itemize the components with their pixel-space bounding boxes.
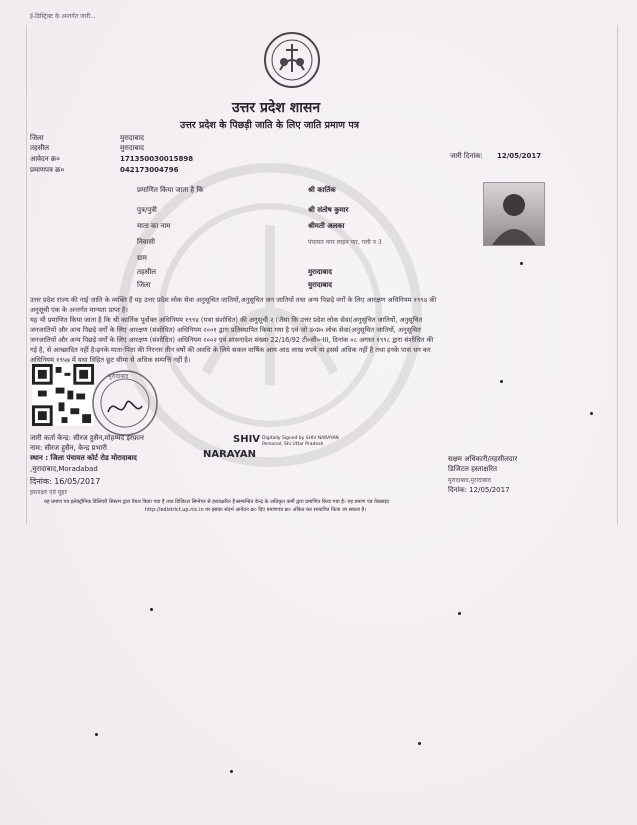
digital-sign-name-1: SHIV bbox=[233, 434, 261, 445]
certificate-label: प्रमाणपत्र क्र० bbox=[30, 166, 65, 174]
issuer-center: जारी कर्ता केन्द्र: सीरज हुसैन,मोहम्मद इरफ़ान bbox=[30, 434, 144, 442]
issue-date-value: 12/05/2017 bbox=[497, 152, 542, 160]
digital-sign-name-2: NARAYAN bbox=[203, 449, 256, 460]
certificate-number: 042173004796 bbox=[120, 166, 179, 174]
body-line-5: जनजातियों और अन्य पिछड़े वर्गों के लिए आरक्षण (संशोधित) अधिनियम २००२ एवं शासनादेश संख्या 22/16/92 टी०सी०-III, दिनांक ०८ अगस्त १९९८ द्वारा संशोधित की bbox=[30, 336, 434, 344]
scan-dot bbox=[458, 612, 461, 615]
officer-place: मुरादाबाद,मुरादाबाद bbox=[448, 477, 491, 484]
tehsil-label: तहसील bbox=[30, 144, 49, 152]
village-label: ग्राम bbox=[137, 254, 147, 262]
gov-title: उत्तर प्रदेश शासन bbox=[232, 100, 321, 116]
issuer-city: ,मुरादाबाद,Moradabad bbox=[30, 465, 98, 473]
body-line-3: यह भी प्रमाणित किया जाता है कि श्री कार्तिक पूर्वोक्त अधिनियम १९९४ (यथा संशोधित) की अनुसूची २ (जैसा कि उत्तर प्रदेश लोक सेवा(अनुसूचित जातियों, अनुसूचित bbox=[30, 316, 423, 324]
application-number: 171350030015898 bbox=[120, 155, 194, 163]
detail-district-value: मुरादाबाद bbox=[308, 281, 332, 289]
footer-line-1: यह प्रमाण पत्र इलेक्ट्रॉनिक डिलिवरी सिस्टम द्वारा तैयार किया गया है तथा डिजिटल सिग्नेचर से हस्ताक्षरित है।सम्बन्धित केन्द्र के अधिकृत कर्मी द्वारा प्रमाणित किया गया है। यह प्रमाण पत्र वेबसाइट bbox=[44, 499, 390, 505]
digital-sign-detail-2: Personal, Shi Uttar Pradesh bbox=[262, 442, 324, 447]
certify-label: प्रमाणित किया जाता है कि bbox=[137, 186, 204, 194]
scan-dot bbox=[230, 770, 233, 773]
issuer-date: दिनांक: 16/05/2017 bbox=[30, 477, 101, 486]
scan-dot bbox=[520, 262, 523, 265]
holder-name: श्री कार्तिक bbox=[308, 186, 336, 194]
applicant-photo bbox=[483, 182, 545, 246]
seal-text: मुरादाबाद bbox=[108, 373, 129, 380]
scan-dot bbox=[418, 742, 421, 745]
scan-dot bbox=[95, 733, 98, 736]
officer-date: दिनांक: 12/05/2017 bbox=[448, 486, 510, 494]
mother-name: श्रीमती अलका bbox=[308, 222, 345, 230]
top-note: ई-डिस्ट्रिक्ट के अन्तर्गत जारी... bbox=[30, 13, 96, 20]
application-label: आवेदन क्र० bbox=[30, 155, 60, 163]
scan-dot bbox=[500, 380, 503, 383]
officer-signed: डिजिटल हस्ताक्षरित bbox=[448, 465, 497, 473]
certificate-title: उत्तर प्रदेश के पिछड़ी जाति के लिए जाति प्रमाण पत्र bbox=[180, 120, 359, 131]
issue-date-label: जारी दिनांक: bbox=[450, 152, 483, 160]
parent-label: पुत्र/पुत्री bbox=[137, 206, 157, 214]
detail-district-label: जिला bbox=[137, 281, 151, 289]
officer-title: सक्षम अधिकारी/तहसीलदार bbox=[448, 455, 518, 463]
qr-code bbox=[32, 364, 94, 426]
detail-tehsil-label: तहसील bbox=[137, 268, 156, 276]
scan-dot bbox=[150, 608, 153, 611]
digital-sign-detail-1: Digitally Signed by SHIV NARAYAN bbox=[262, 436, 339, 441]
tehsil-value: मुरादाबाद bbox=[120, 144, 144, 152]
father-name: श्री संतोष कुमार bbox=[308, 206, 349, 214]
body-line-7: अधिनियम १९५७ में यथा विहित छूट सीमा से अधिक सम्पत्ति नहीं है। bbox=[30, 356, 191, 364]
scan-dot bbox=[590, 412, 593, 415]
district-label: जिला bbox=[30, 134, 44, 142]
footer-line-2: http://edistrict.up.nic.in पर इसका संदर्भ आवेदन क्र० दिए प्रमाणपत्र क्र० अंकित कर सत्यापित किया जा सकता है। bbox=[145, 507, 367, 513]
body-line-4: जनजातियों और अन्य पिछड़े वर्गों के लिए आरक्षण (संशोधित) अधिनियम २००१ द्वारा प्रतिस्थापित किया गया है एवं जो उ०प्र० लोक सेवा(अनुसूचित जातियों, अनुसूचित bbox=[30, 326, 421, 334]
body-line-1: उत्तर प्रदेश राज्य की नाई जाति के व्यक्ति हैं यह उत्तर प्रदेश लोक सेवा अनुसूचित जातियों,अनुसूचित जन जातियों तथा अन्य पिछड़े वर्गों के लिए आरक्षण अधिनियम १९९४ की bbox=[30, 296, 437, 304]
district-value: मुरादाबाद bbox=[120, 134, 144, 142]
issuer-place: स्थान : जिला पंचायत कोर्ट रोड मोरादाबाद bbox=[30, 454, 137, 462]
resident-value: पंचायत नगर लाइन पार, गली न 3 bbox=[308, 239, 382, 246]
body-line-6: गई है, से आच्छादित नहीं है।इनके माता-पिता की निरन्तर तीन वर्षों की अवधि के लिये सकल वार्षिक आय आठ लाख रुपये या इससे अधिक नहीं है तथा इनके पास धन कर bbox=[30, 346, 431, 354]
detail-tehsil-value: मुरादाबाद bbox=[308, 268, 332, 276]
resident-label: निवासी bbox=[137, 238, 155, 246]
up-emblem-icon bbox=[262, 30, 322, 90]
body-line-2: अनुसूची एक के अन्तर्गत मान्यता प्राप्त है। bbox=[30, 306, 128, 314]
issuer-operator: नाम: सीरज हुसैन, केन्द्र प्रभारी bbox=[30, 444, 107, 452]
issuer-sign-label: हस्ताक्षर एवं मुहर bbox=[30, 489, 67, 496]
mother-label: माता का नाम bbox=[137, 222, 171, 230]
person-photo-icon bbox=[484, 183, 544, 245]
